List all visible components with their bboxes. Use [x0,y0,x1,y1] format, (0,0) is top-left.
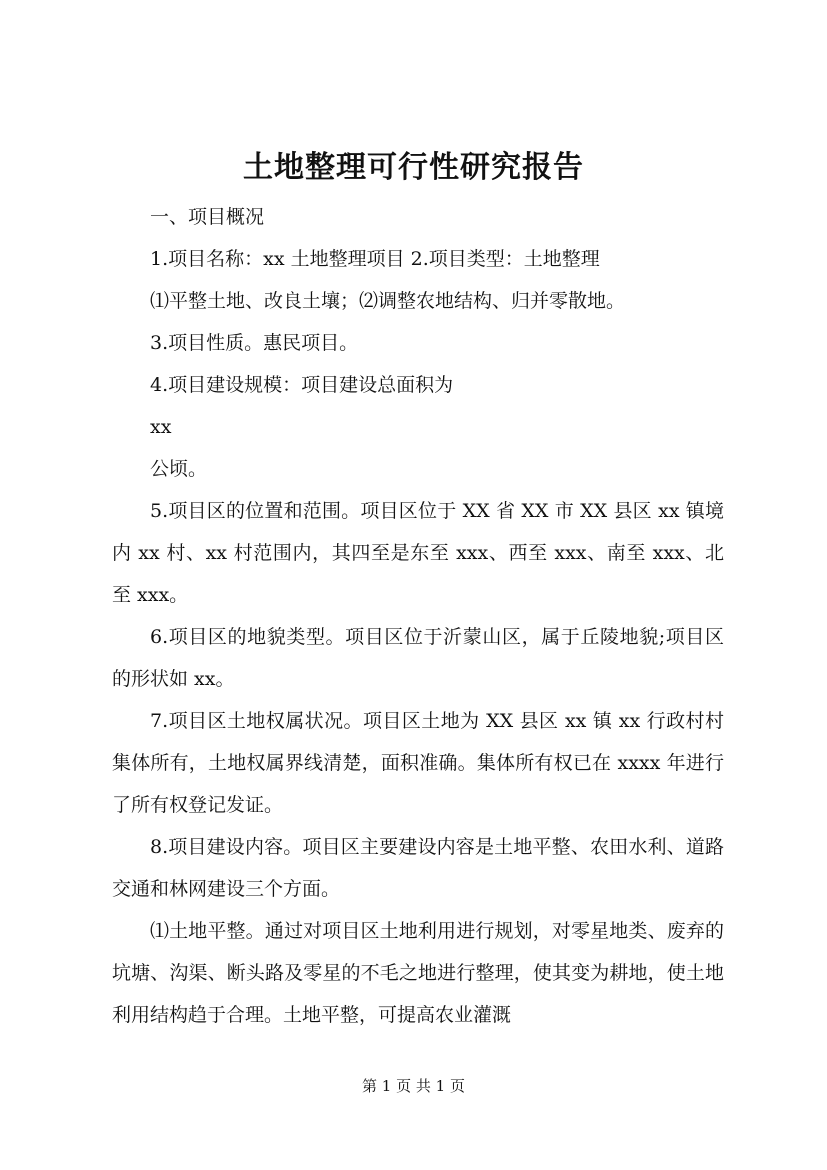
paragraph-project-name: 1.项目名称：xx 土地整理项目 2.项目类型：土地整理 [150,248,600,270]
page-footer: 第 1 页 共 1 页 [362,1077,465,1095]
section-heading: 一、项目概况 [150,206,265,228]
paragraph-project-scale: 4.项目建设规模：项目建设总面积为 [150,374,454,396]
paragraph-construction-content: 8.项目建设内容。项目区主要建设内容是土地平整、农田水利、道路交通和林网建设三个方面。 [112,836,724,900]
paragraph-scale-unit: 公顷。 [150,458,208,480]
document-title: 土地整理可行性研究报告 [243,150,584,185]
paragraph-location: 5.项目区的位置和范围。项目区位于 XX 省 XX 市 XX 县区 xx 镇境内 xx 村、xx 村范围内，其四至是东至 xxx、西至 xxx、南至 xxx、北至 xxx。 [112,500,724,606]
paragraph-project-type-detail: ⑴平整土地、改良土壤；⑵调整农地结构、归并零散地。 [150,290,626,312]
paragraph-landform: 6.项目区的地貌类型。项目区位于沂蒙山区，属于丘陵地貌;项目区的形状如 xx。 [112,626,724,690]
paragraph-land-leveling: ⑴土地平整。通过对项目区土地利用进行规划，对零星地类、废弃的坑塘、沟渠、断头路及零星的不毛之地进行整理，使其变为耕地，使土地利用结构趋于合理。土地平整，可提高农业灌溉 [112,920,724,1026]
paragraph-scale-value: xx [150,416,172,438]
paragraph-ownership: 7.项目区土地权属状况。项目区土地为 XX 县区 xx 镇 xx 行政村村集体所有，土地权属界线清楚，面积准确。集体所有权已在 xxxx 年进行了所有权登记发证。 [112,710,724,816]
document-body [112,196,724,1036]
paragraph-project-nature: 3.项目性质。惠民项目。 [150,332,359,354]
